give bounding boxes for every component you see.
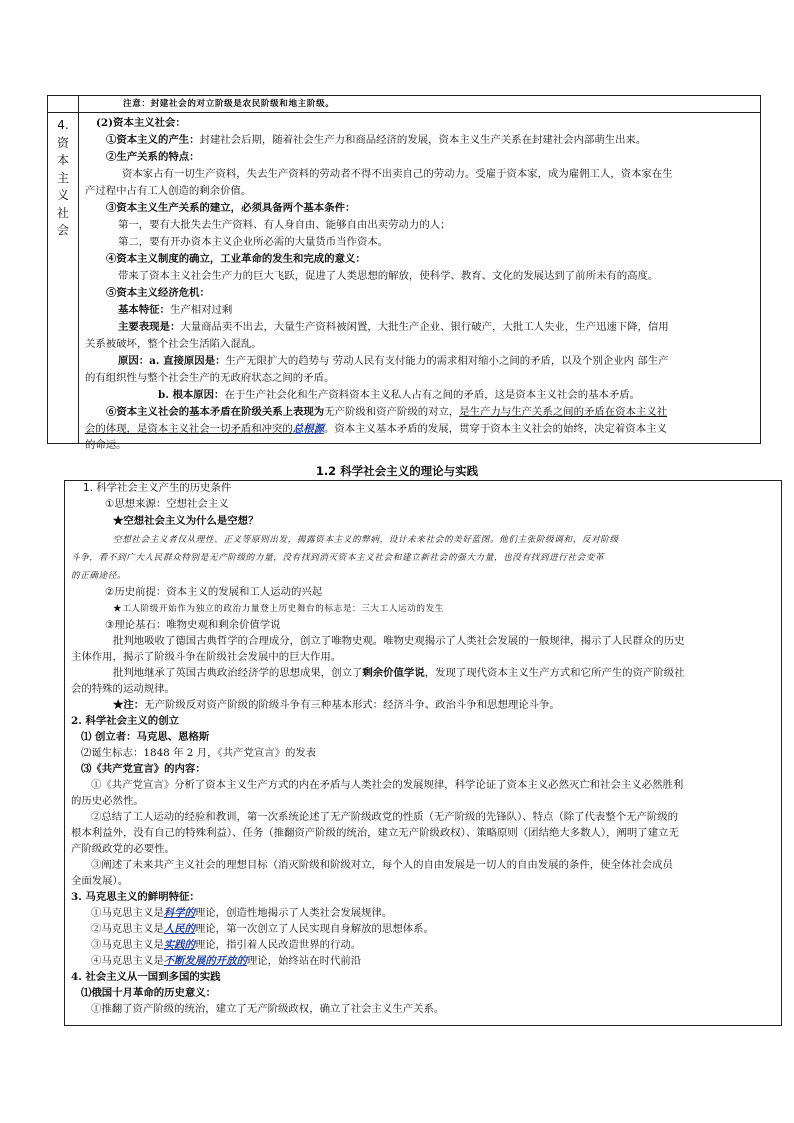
emphasis-link: 科学的 — [163, 907, 195, 919]
paragraph: 第一，要有大批失去生产资料、有人身自由、能够自由出卖劳动力的人； — [118, 219, 451, 231]
row-label-char: 义 — [56, 188, 69, 202]
label: ★注： — [113, 699, 145, 711]
text: 理论，始终站在时代前沿 — [246, 955, 362, 967]
paragraph: 产阶级政党的必要性。 — [71, 843, 175, 855]
paragraph: 的有组织性与整个社会生产的无政府状态之间的矛盾。 — [85, 372, 335, 384]
emphasis-link: 不断发展的开放的 — [163, 955, 247, 967]
paragraph: ③阐述了未来共产主义社会的理想目标（消灭阶级和阶级对立，每个人的自由发展是一切人的自由发展的条件，使全体社会成员 — [91, 859, 673, 871]
label: ⑥资本主义社会的基本矛盾在阶级关系上表现为 — [106, 406, 325, 418]
table-scientific-socialism — [64, 480, 782, 1026]
paragraph: 根本利益外，没有自己的特殊利益）、任务（推翻资产阶级的统治，建立无产阶级政权）、策略原则（团结绝大多数人），阐明了建立无 — [71, 827, 679, 839]
text: 在于生产社会化和生产资料资本主义私人占有之间的矛盾，这是资本主义社会的基本矛盾。 — [224, 389, 641, 401]
paragraph — [113, 666, 684, 681]
text: 理论，第一次创立了人民实现自身解放的思想体系。 — [194, 923, 434, 935]
text: 理论，指引着人民改造世界的行动。 — [194, 939, 362, 951]
paragraph — [85, 422, 667, 437]
paragraph: 空想社会主义者仅从理性、正义等原则出发，揭露资本主义的弊病，设计未来社会的美好蓝图。他们主张阶级调和，反对阶级 — [113, 535, 619, 545]
text: 理论，创造性地揭示了人类社会发展规律。 — [194, 907, 393, 919]
paragraph: 产过程中占有工人创造的剩余价值。 — [85, 185, 252, 197]
paragraph — [118, 320, 669, 335]
row-label-char: 资 — [56, 135, 69, 150]
paragraph: 的历史必然性。 — [71, 795, 144, 807]
subheading: ⑵诞生标志：1848 年 2 月，《共产党宣言》的发表 — [81, 747, 317, 759]
text: 生产相对过剩 — [169, 304, 233, 316]
label: 主要表现是： — [118, 321, 181, 333]
column-divider — [78, 96, 79, 443]
subheading: ⑴ 创立者：马克思、恩格斯 — [81, 731, 210, 743]
list-item — [91, 906, 392, 921]
text: ④马克思主义是 — [91, 955, 164, 967]
subheading: ⑶《共产党宣言》的内容： — [81, 763, 206, 775]
text: ②马克思主义是 — [91, 923, 164, 935]
text: 无产阶级反对资产阶级的阶级斗争有三种基本形式：经济斗争、政治斗争和思想理论斗争。 — [144, 699, 560, 711]
emphasis-link: 总根源 — [292, 423, 324, 435]
text: ③马克思主义是 — [91, 939, 164, 951]
note-text: 注意：封建社会的对立阶级是农民阶级和地主阶级。 — [123, 99, 335, 109]
text: 生产无限扩大的趋势与 劳动人民有支付能力的需求相对缩小之间的矛盾，以及个别企业内 部生产 — [225, 355, 669, 367]
row-label-char: 主 — [56, 170, 69, 185]
heading: 3. 马克思主义的鲜明特征： — [71, 891, 200, 903]
paragraph: 的命运。 — [85, 439, 127, 451]
heading: 2. 科学社会主义的创立 — [71, 715, 179, 727]
paragraph: 关系被破坏，整个社会生活陷入混乱。 — [85, 338, 262, 350]
paragraph: ★工人阶级开始作为独立的政治力量登上历史舞台的标志是：三大工人运动的发生 — [113, 604, 444, 614]
table-capitalist-society — [47, 95, 761, 451]
paragraph: 带来了资本主义社会生产力的巨大飞跃，促进了人类思想的解放，使科学、教育、文化的发展达到了前所未有的高度。 — [118, 270, 659, 282]
paragraph: 斗争，看不到广大人民群众特别是无产阶级的力量，没有找到消灭资本主义社会和建立新社会的强大力量，也没有找到进行社会变革 — [71, 553, 605, 563]
label-emergence: ①资本主义的产生： — [106, 134, 200, 146]
paragraph: ②总结了工人运动的经验和教训，第一次系统论述了无产阶级政党的性质（无产阶级的先锋队）、特点（除了代表整个无产阶级的 — [91, 811, 679, 823]
underlined-text: 会的体现，是资本主义社会一切矛盾和冲突的 — [85, 423, 293, 435]
emphasis-link: 人民的 — [163, 923, 195, 935]
row-label-char: 本 — [56, 153, 69, 167]
section-title: 1.2 科学社会主义的理论与实践 — [315, 464, 479, 478]
paragraph: 会的特殊的运动规律。 — [71, 683, 175, 695]
text: ①马克思主义是 — [91, 907, 164, 919]
paragraph: ①《共产党宣言》分析了资本主义生产方式的内在矛盾与人类社会的发展规律，科学论证了资本主义必然灭亡和社会主义必然胜利 — [91, 779, 684, 791]
list-item: ①推翻了资产阶级的统治，建立了无产阶级政权，确立了社会主义生产关系。 — [91, 1003, 445, 1015]
subheading: ⑴俄国十月革命的历史意义： — [81, 987, 217, 999]
text: 批判地继承了英国古典政治经济学的思想成果，创立了 — [113, 667, 363, 679]
label: b. 根本原因： — [158, 389, 225, 401]
paragraph — [106, 405, 667, 420]
paragraph: 第二，要有开办资本主义企业所必需的大量货币当作资本。 — [118, 236, 389, 248]
heading: 4. 社会主义从一国到多国的实践 — [71, 971, 221, 983]
text: ，发现了现代资本主义生产方式和它所产生的资产阶级社 — [424, 667, 685, 679]
label: 基本特征： — [118, 304, 170, 316]
question: ★空想社会主义为什么是空想？ — [113, 515, 259, 527]
list-item — [91, 922, 434, 937]
underlined-text: 是生产力与生产关系之间的矛盾在资本主义社 — [459, 406, 668, 418]
row-label-char: 会 — [56, 223, 69, 237]
heading-conditions: ③资本主义生产关系的建立，必须具备两个基本条件： — [106, 202, 356, 214]
heading: 1. 科学社会主义产生的历史条件 — [83, 482, 232, 494]
paragraph — [158, 388, 640, 403]
text: 大量商品卖不出去，大量生产资料被闲置，大批生产企业、银行破产，大批工人失业，生产迅速下降，信用 — [180, 321, 669, 333]
text: 。资本主义基本矛盾的发展，贯穿于资本主义社会的始终，决定着资本主义 — [323, 423, 667, 435]
row-label-capitalist-society — [52, 117, 74, 240]
paragraph — [113, 698, 560, 713]
paragraph: 批判地吸收了德国古典哲学的合理成分，创立了唯物史观。唯物史观揭示了人类社会发展的一般规律，揭示了人民群众的历史 — [113, 635, 685, 647]
subheading: ③理论基石：唯物史观和剩余价值学说 — [105, 619, 281, 631]
paragraph — [118, 303, 232, 318]
text: 无产阶级和资产阶级的对立， — [324, 406, 460, 418]
paragraph — [118, 354, 669, 369]
heading-crisis: ⑤资本主义经济危机： — [106, 287, 210, 299]
emphasis-link: 实践的 — [163, 939, 195, 951]
row-number: 4. — [57, 118, 69, 132]
heading-establishment: ④资本主义制度的确立，工业革命的发生和完成的意义： — [106, 253, 366, 265]
label: 原因：a. 直接原因是： — [118, 355, 226, 367]
heading-capitalist-society: (2)资本主义社会： — [96, 117, 186, 129]
text: 封建社会后期，随着社会生产力和商品经济的发展，资本主义生产关系在封建社会内部萌生出来。 — [199, 134, 647, 146]
paragraph — [106, 133, 646, 148]
paragraph: 全面发展）。 — [71, 875, 129, 887]
list-item — [91, 938, 361, 953]
row-label-char: 社 — [56, 205, 69, 220]
list-item — [91, 954, 361, 969]
paragraph: 资本家占有一切生产资料，失去生产资料的劳动者不得不出卖自己的劳动力。受雇于资本家，成为雇佣工人，资本家在生 — [122, 168, 673, 180]
subheading: ②历史前提：资本主义的发展和工人运动的兴起 — [105, 586, 323, 598]
paragraph: 的正确途径。 — [71, 571, 127, 581]
subheading: ①思想来源：空想社会主义 — [105, 498, 229, 510]
bold-term: 剩余价值学说 — [362, 667, 425, 679]
heading-relations: ②生产关系的特点： — [106, 151, 200, 163]
paragraph: 主体作用，揭示了阶级斗争在阶级社会发展中的巨大作用。 — [71, 651, 342, 663]
